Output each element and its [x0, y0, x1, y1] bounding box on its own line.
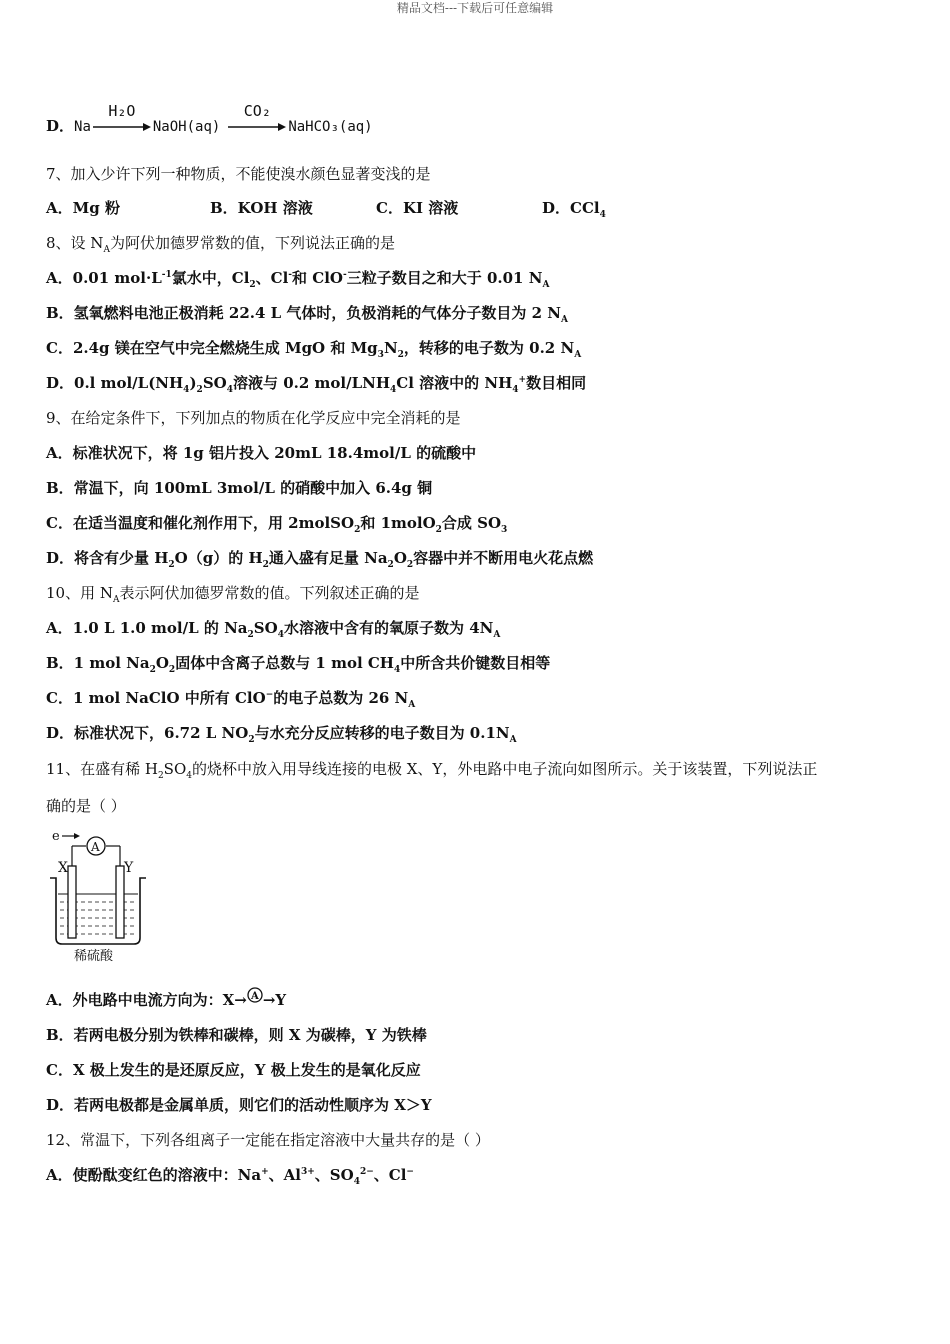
q10-option-b: B．1 mol $Na_2O_2$固体中含离子总数与 1 mol $CH_4$中所含共价键数目相等 [46, 654, 551, 675]
q7-option-c: C．KI 溶液 [376, 199, 459, 217]
q8-option-b: B．氢氧燃料电池正极消耗 22.4 L 气体时，负极消耗的气体分子数目为 2 $N_A$ [46, 304, 569, 325]
q9-option-d: D．将含有少量 $H_2O(g)$的 $H_2$通入盛有足量 $Na_2O_2$容器中并不断用电火花点燃 [46, 549, 594, 570]
q9-option-a: A．标准状况下，将 1g 铝片投入 20mL 18.4mol/L 的硫酸中 [46, 444, 477, 462]
q10-stem: 10、用 $N_A$表示阿伏加德罗常数的值。下列叙述正确的是 [46, 584, 420, 605]
arrow-co2: CO₂ [228, 117, 286, 137]
fig-caption: 稀硫酸 [74, 949, 114, 964]
q8-stem: 8、设 $N_A$为阿伏加德罗常数的值，下列说法正确的是 [46, 234, 395, 255]
q8-option-d: D．0.l mol/$L(NH_4)_2SO_4$溶液与 0.2 mol/$LNH_4Cl$ 溶液中的 $NH_4^+$数目相同 [46, 374, 587, 395]
fig-y-label: Y [124, 860, 134, 876]
q9-option-c: C．在适当温度和催化剂作用下，用 2molSO$_2$和 1molO$_2$合成 $SO_3$ [46, 514, 508, 535]
q10-option-d: D．标准状况下，6.72 L $NO_2$与水充分反应转移的电子数目为 $0.1N_A$ [46, 724, 517, 745]
watermark: 精品文档---下载后可任意编辑 [396, 1, 554, 15]
q7-option-b: B．KOH 溶液 [210, 199, 313, 217]
q11-option-d: D．若两电极都是金属单质，则它们的活动性顺序为 X＞Y [46, 1096, 432, 1114]
q11-option-b: B．若两电极分别为铁棒和碳棒，则 X 为碳棒，Y 为铁棒 [46, 1026, 427, 1044]
q10-option-c: C．1 mol NaClO 中所有 ClO−的电子总数为 26 $N_A$ [46, 689, 416, 710]
electrode-beaker-figure [46, 826, 156, 966]
arrow-h2o: H₂O [93, 117, 151, 137]
q9-option-b: B．常温下，向 100mL 3mol/L 的硝酸中加入 6.4g 铜 [46, 479, 433, 497]
q11-stem-line1: 11、在盛有稀 $H_2SO_4$的烧杯中放入用导线连接的电极 X、Y，外电路中电子流向如图所示。关于该装置，下列说法正 [46, 760, 818, 781]
q12-option-a: A．使酚酞变红色的溶液中：Na+、$Al^{3+}$、$SO_4^{2-}$、Cl− [46, 1166, 414, 1187]
q12-stem: 12、常温下，下列各组离子一定能在指定溶液中大量共存的是（ ） [46, 1131, 490, 1149]
q7-option-a: A．Mg 粉 [46, 199, 120, 217]
q8-option-a: A．0.01 $mol\cdot L^{-1}$氯水中，$Cl_2$、Cl-和 ClO-三粒子数目之和大于 0.01 $N_A$ [46, 269, 550, 290]
q10-option-a: A．1.0 L 1.0 mol/L 的 $Na_2SO_4$水溶液中含有的氧原子数为 $4N_A$ [46, 619, 501, 640]
q7-options [46, 198, 926, 218]
q7-stem: 7、加入少许下列一种物质，不能使溴水颜色显著变浅的是 [46, 165, 431, 183]
fig-ammeter-label: A [91, 840, 100, 854]
q7-option-d: D．CCl$_4$ [542, 199, 606, 220]
q11-option-a: A．外电路中电流方向为：X→ A →Y [46, 990, 286, 1010]
fig-x-label: X [58, 860, 68, 876]
svg-text:A: A [250, 991, 259, 1002]
q8-option-c: C．2.4g 镁在空气中完全燃烧生成 MgO 和 $Mg_3N_2$，转移的电子数为 0.2 $N_A$ [46, 339, 582, 360]
fig-e-label: e [52, 829, 60, 844]
q6-option-d: D．Na H₂O NaOH(aq) CO₂ NaHCO₃(aq) [46, 102, 373, 135]
ammeter-icon [247, 987, 263, 1003]
q11-stem-line2: 确的是（ ） [46, 797, 126, 815]
q9-stem: 9、在给定条件下，下列加点的物质在化学反应中完全消耗的是 [46, 409, 461, 427]
q11-option-c: C．X 极上发生的是还原反应，Y 极上发生的是氧化反应 [46, 1061, 421, 1079]
